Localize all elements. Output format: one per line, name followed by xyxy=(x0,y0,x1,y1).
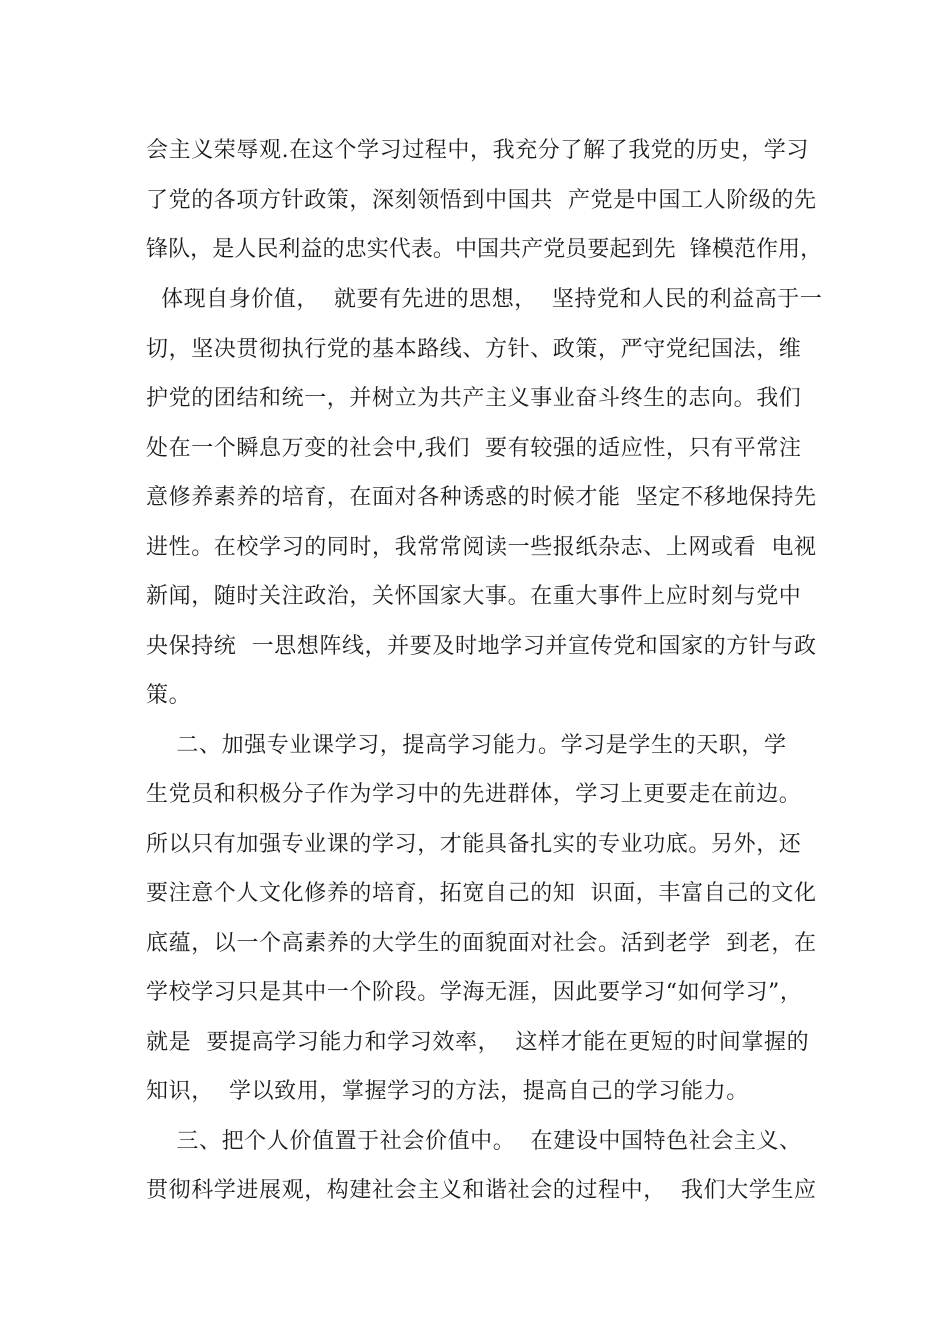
text-line: 了党的各项方针政策，深刻领悟到中国共 产党是中国工人阶级的先 xyxy=(146,188,817,213)
text-line: 护党的团结和统一，并树立为共产主义事业奋斗终生的志向。我们 xyxy=(146,386,802,411)
text-line: 意修养素养的培育，在面对各种诱惑的时候才能 坚定不移地保持先 xyxy=(146,485,817,510)
text-line: 新闻，随时关注政治，关怀国家大事。在重大事件上应时刻与党中 xyxy=(146,584,802,609)
text-line: 生党员和积极分子作为学习中的先进群体，学习上更要走在前边。 xyxy=(146,782,802,807)
paragraph-heading: 三、把个人价值置于社会价值中。 在建设中国特色社会主义、 xyxy=(146,1129,802,1154)
text-line: 锋队，是人民利益的忠实代表。中国共产党员要起到先 锋模范作用， xyxy=(146,237,823,262)
text-line: 所以只有加强专业课的学习，才能具备扎实的专业功底。另外，还 xyxy=(146,832,802,857)
text-line: 进性。在校学习的同时，我常常阅读一些报纸杂志、上网或看 电视 xyxy=(146,535,817,560)
text-line: 体现自身价值， 就要有先进的思想， 坚持党和人民的利益高于一 xyxy=(146,287,823,312)
text-line: 就是 要提高学习能力和学习效率， 这样才能在更短的时间掌握的 xyxy=(146,1030,810,1055)
paragraph-heading: 二、加强专业课学习，提高学习能力。学习是学生的天职，学 xyxy=(146,733,787,758)
text-line: 要注意个人文化修养的培育，拓宽自己的知 识面，丰富自己的文化 xyxy=(146,881,817,906)
text-line: 央保持统 一思想阵线，并要及时地学习并宣传党和国家的方针与政 xyxy=(146,634,817,659)
text-line: 知识， 学以致用，掌握学习的方法，提高自己的学习能力。 xyxy=(146,1079,749,1104)
text-line: 贯彻科学进展观，构建社会主义和谐社会的过程中， 我们大学生应 xyxy=(146,1178,817,1203)
text-line: 切，坚决贯彻执行党的基本路线、方针、政策，严守党纪国法，维 xyxy=(146,337,802,362)
text-line: 学校学习只是其中一个阶段。学海无涯，因此要学习“如何学习”， xyxy=(146,980,803,1005)
text-line: 处在一个瞬息万变的社会中,我们 要有较强的适应性，只有平常注 xyxy=(146,436,802,461)
text-line: 策。 xyxy=(146,683,192,708)
text-line: 会主义荣辱观.在这个学习过程中，我充分了解了我党的历史，学习 xyxy=(146,138,809,163)
text-line: 底蕴，以一个高素养的大学生的面貌面对社会。活到老学 到老，在 xyxy=(146,931,817,956)
